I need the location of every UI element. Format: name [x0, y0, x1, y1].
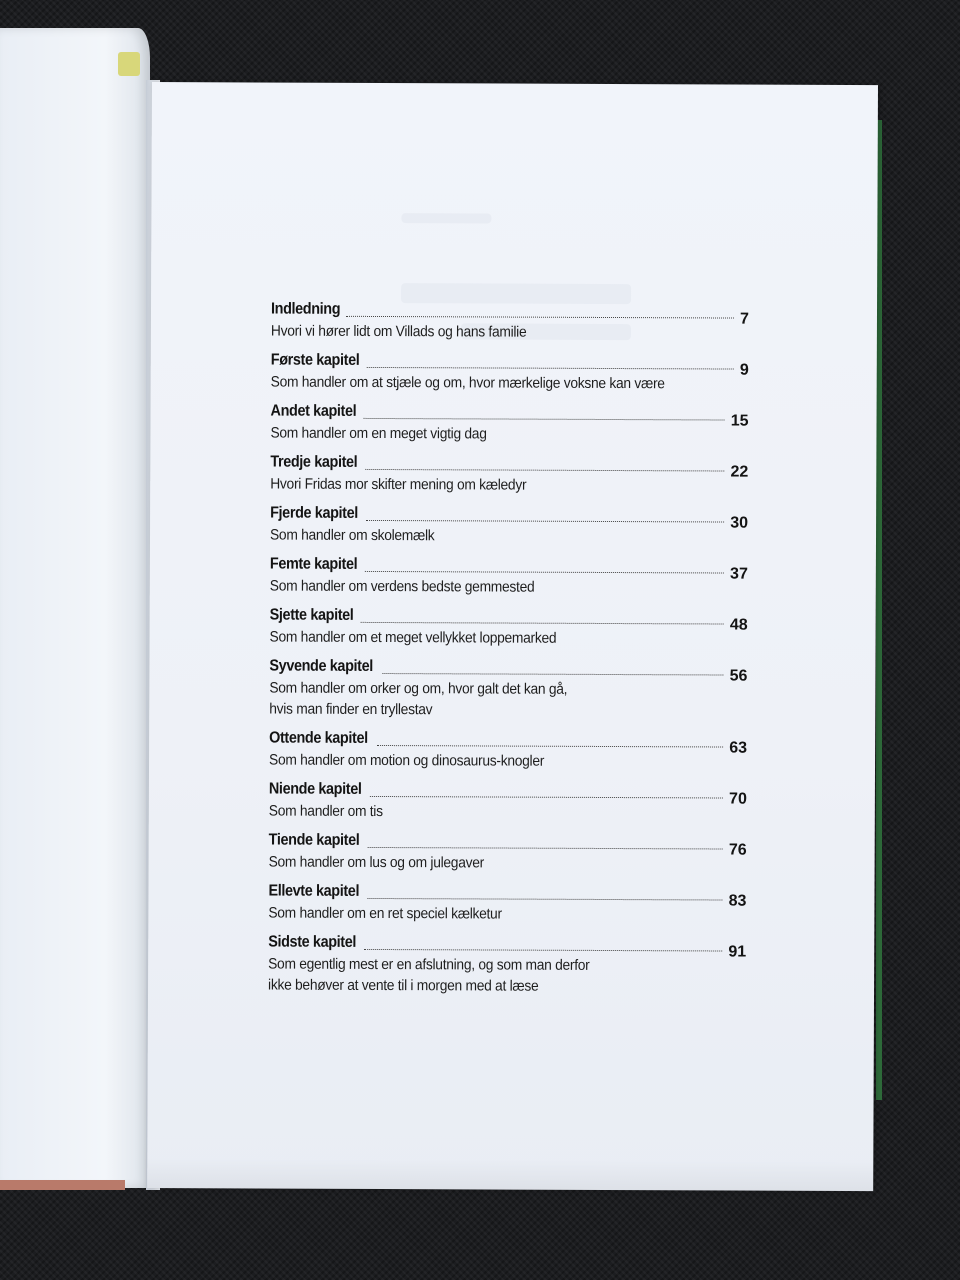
toc-entry-heading: [268, 882, 747, 910]
chapter-description: hvis man finder en tryllestav: [269, 700, 433, 719]
chapter-title: Tiende kapitel: [268, 831, 360, 849]
toc-entry: [270, 556, 748, 599]
toc-entry: [269, 781, 747, 824]
toc-entry-heading: [268, 831, 747, 859]
toc-entry-heading: [269, 606, 748, 634]
chapter-title: Ellevte kapitel: [268, 882, 360, 900]
left-page: [0, 28, 150, 1188]
dot-leader: [366, 519, 725, 523]
chapter-description: ikke behøver at vente til i morgen med at læse: [268, 976, 539, 995]
chapter-description: Som handler om en meget vigtig dag: [270, 424, 487, 443]
dot-leader: [367, 897, 722, 901]
toc-entry: [271, 301, 749, 344]
page-number: 70: [729, 790, 747, 808]
dot-leader: [377, 744, 724, 748]
page-number: 48: [729, 616, 748, 634]
toc-entry-heading: [269, 555, 748, 583]
toc-entry: [270, 454, 748, 497]
chapter-description: Som handler om tis: [268, 802, 383, 821]
chapter-description: Som handler om et meget vellykket loppemarked: [269, 628, 557, 647]
dot-leader: [367, 846, 722, 850]
chapter-description: Som handler om skolemælk: [269, 526, 435, 545]
page-number: 15: [730, 412, 749, 430]
toc-entry-heading: [270, 453, 749, 481]
dot-leader: [361, 621, 724, 625]
toc-entry: [269, 658, 747, 722]
toc-entry: [269, 730, 747, 773]
dot-leader: [367, 366, 734, 370]
chapter-title: Femte kapitel: [269, 555, 358, 573]
page-number: 7: [740, 310, 750, 328]
dot-leader: [364, 417, 725, 421]
page-number: 9: [739, 361, 749, 379]
chapter-description: Som handler om motion og dinosaurus-knogler: [269, 751, 545, 770]
page-number: 37: [730, 565, 748, 583]
show-through-text: [401, 213, 491, 223]
page-number: 63: [729, 739, 748, 757]
chapter-title: Sjette kapitel: [269, 606, 354, 624]
chapter-description: Som egentlig mest er en afslutning, og som man derfor: [268, 955, 590, 974]
page-number: 56: [729, 667, 748, 685]
dot-leader: [365, 570, 724, 574]
toc-entry-heading: [268, 780, 747, 808]
page-number: 76: [728, 841, 747, 859]
chapter-description: Hvori Fridas mor skifter mening om kæledyr: [270, 475, 527, 494]
chapter-title: Tredje kapitel: [270, 453, 358, 471]
toc-entry: [271, 352, 749, 395]
page-number: 83: [728, 892, 747, 910]
chapter-description: Som handler om orker og om, hvor galt det kan gå,: [269, 679, 568, 698]
chapter-title: Fjerde kapitel: [270, 504, 358, 522]
dot-leader: [382, 672, 723, 675]
chapter-description: Som handler om verdens bedste gemmested: [269, 577, 535, 596]
chapter-title: Indledning: [270, 300, 341, 318]
book-cover-edge: [0, 1180, 125, 1190]
page-number: 30: [730, 514, 749, 532]
toc-entry-heading: [268, 933, 747, 961]
dot-leader: [370, 795, 723, 799]
cover-corner: [118, 52, 140, 76]
chapter-title: Ottende kapitel: [269, 729, 368, 747]
right-page: [147, 82, 878, 1191]
toc-entry-heading: [270, 504, 749, 532]
chapter-title: Andet kapitel: [270, 402, 357, 420]
dot-leader: [346, 315, 734, 319]
chapter-description: Hvori vi hører lidt om Villads og hans familie: [270, 322, 527, 341]
toc-entry-heading: [270, 402, 749, 430]
toc-entry-heading: [269, 657, 748, 685]
chapter-title: Sidste kapitel: [268, 933, 357, 951]
toc-entry: [270, 403, 748, 446]
toc-entry: [269, 832, 747, 875]
chapter-title: Syvende kapitel: [269, 657, 373, 675]
toc-entry: [268, 934, 746, 998]
toc-entry-heading: [270, 300, 750, 328]
chapter-description: Som handler om en ret speciel kælketur: [268, 904, 502, 923]
chapter-title: Niende kapitel: [268, 780, 362, 798]
dot-leader: [365, 468, 725, 472]
table-of-contents: [268, 301, 749, 1008]
toc-entry-heading: [269, 729, 748, 757]
toc-entry: [268, 883, 746, 926]
toc-entry: [270, 505, 748, 548]
chapter-description: Som handler om at stjæle og om, hvor mærkelige voksne kan være: [270, 373, 665, 393]
toc-entry: [270, 607, 748, 650]
dot-leader: [364, 948, 723, 952]
chapter-description: Som handler om lus og om julegaver: [268, 853, 484, 872]
page-number: 22: [730, 463, 749, 481]
page-number: 91: [728, 943, 747, 961]
page-shadow: [147, 1158, 873, 1191]
toc-entry-heading: [270, 351, 749, 379]
chapter-title: Første kapitel: [270, 351, 360, 369]
